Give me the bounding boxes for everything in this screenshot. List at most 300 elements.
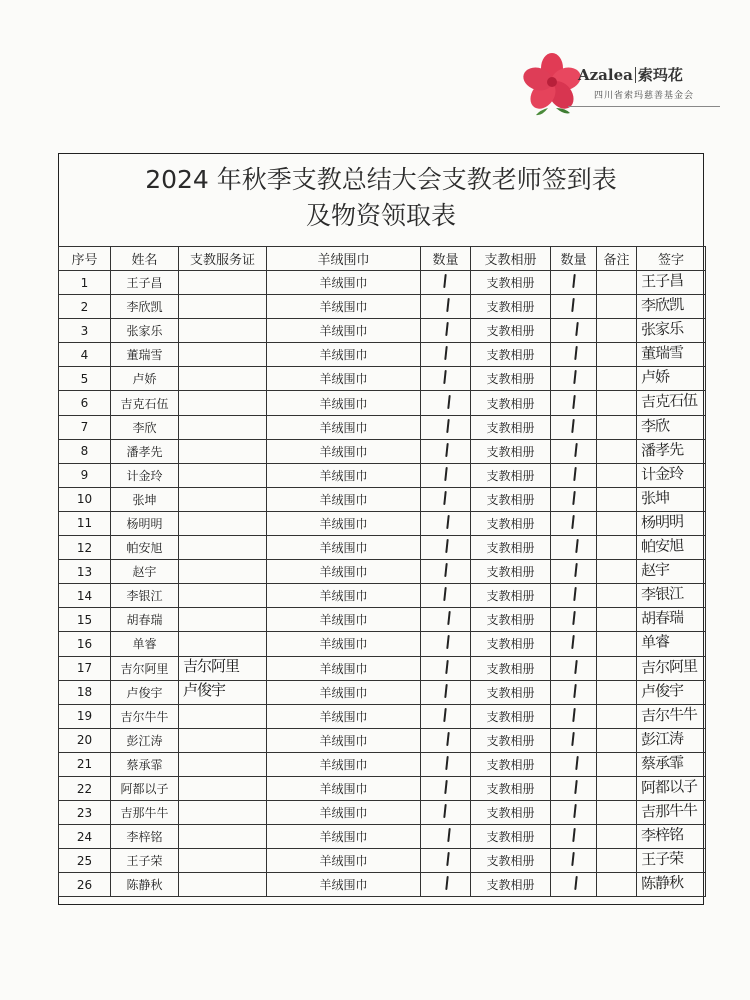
row-qty-2 bbox=[551, 776, 597, 800]
row-service-cert bbox=[179, 511, 267, 535]
table-row bbox=[59, 439, 706, 463]
row-qty-2 bbox=[551, 873, 597, 897]
row-qty-2 bbox=[551, 319, 597, 343]
row-signature bbox=[637, 415, 706, 439]
row-name: 王子昌 bbox=[111, 271, 179, 295]
row-service-cert bbox=[179, 728, 267, 752]
row-no: 6 bbox=[59, 391, 111, 415]
row-signature bbox=[637, 680, 706, 704]
table-row bbox=[59, 536, 706, 560]
row-name: 蔡承霏 bbox=[111, 752, 179, 776]
row-note bbox=[597, 511, 637, 535]
table-row bbox=[59, 511, 706, 535]
quantity-tally-mark bbox=[572, 274, 575, 288]
sign-in-table bbox=[58, 246, 706, 897]
row-album: 支教相册 bbox=[471, 776, 551, 800]
row-scarf: 羊绒围巾 bbox=[267, 680, 421, 704]
row-service-cert bbox=[179, 463, 267, 487]
row-album: 支教相册 bbox=[471, 271, 551, 295]
row-name: 张坤 bbox=[111, 487, 179, 511]
row-no: 24 bbox=[59, 825, 111, 849]
row-note bbox=[597, 656, 637, 680]
table-row bbox=[59, 319, 706, 343]
row-note bbox=[597, 439, 637, 463]
quantity-tally-mark bbox=[446, 419, 449, 433]
handwritten-signature: 吉克石伍 bbox=[640, 391, 698, 412]
quantity-tally-mark bbox=[443, 804, 446, 818]
quantity-tally-mark bbox=[572, 491, 575, 505]
row-no: 3 bbox=[59, 319, 111, 343]
row-service-cert bbox=[179, 632, 267, 656]
table-row bbox=[59, 391, 706, 415]
table-header-row bbox=[59, 247, 706, 271]
row-note bbox=[597, 632, 637, 656]
row-signature bbox=[637, 319, 706, 343]
quantity-tally-mark bbox=[575, 322, 578, 336]
row-qty-1 bbox=[421, 656, 471, 680]
row-service-cert bbox=[179, 801, 267, 825]
header-qty-1: 数量 bbox=[421, 247, 471, 271]
quantity-tally-mark bbox=[574, 346, 577, 360]
row-note bbox=[597, 825, 637, 849]
row-signature bbox=[637, 391, 706, 415]
handwritten-signature: 卢娇 bbox=[640, 367, 670, 387]
quantity-tally-mark bbox=[574, 780, 577, 794]
table-row bbox=[59, 487, 706, 511]
row-qty-2 bbox=[551, 367, 597, 391]
quantity-tally-mark bbox=[443, 491, 446, 505]
quantity-tally-mark bbox=[571, 298, 574, 312]
row-service-cert bbox=[179, 584, 267, 608]
row-no: 26 bbox=[59, 873, 111, 897]
quantity-tally-mark bbox=[447, 611, 450, 625]
quantity-tally-mark bbox=[444, 346, 447, 360]
row-signature bbox=[637, 439, 706, 463]
row-signature bbox=[637, 608, 706, 632]
row-scarf: 羊绒围巾 bbox=[267, 319, 421, 343]
row-name: 陈静秋 bbox=[111, 873, 179, 897]
row-signature bbox=[637, 752, 706, 776]
row-note bbox=[597, 295, 637, 319]
row-qty-2 bbox=[551, 463, 597, 487]
row-no: 14 bbox=[59, 584, 111, 608]
header-signature: 签字 bbox=[637, 247, 706, 271]
quantity-tally-mark bbox=[445, 443, 448, 457]
quantity-tally-mark bbox=[445, 539, 448, 553]
row-signature bbox=[637, 560, 706, 584]
quantity-tally-mark bbox=[443, 274, 446, 288]
row-scarf: 羊绒围巾 bbox=[267, 873, 421, 897]
row-signature bbox=[637, 728, 706, 752]
quantity-tally-mark bbox=[574, 876, 577, 890]
row-service-cert bbox=[179, 439, 267, 463]
row-note bbox=[597, 391, 637, 415]
row-note bbox=[597, 560, 637, 584]
row-scarf: 羊绒围巾 bbox=[267, 752, 421, 776]
header-qty-2: 数量 bbox=[551, 247, 597, 271]
table-row bbox=[59, 367, 706, 391]
handwritten-signature: 吉尔阿里 bbox=[640, 656, 698, 677]
page-title bbox=[59, 162, 703, 234]
row-service-cert bbox=[179, 415, 267, 439]
handwritten-signature: 吉尔牛牛 bbox=[640, 704, 698, 725]
quantity-tally-mark bbox=[444, 780, 447, 794]
row-scarf: 羊绒围巾 bbox=[267, 632, 421, 656]
row-note bbox=[597, 463, 637, 487]
row-scarf: 羊绒围巾 bbox=[267, 608, 421, 632]
quantity-tally-mark bbox=[447, 828, 450, 842]
handwritten-signature: 陈静秋 bbox=[640, 873, 684, 894]
table-row bbox=[59, 752, 706, 776]
header-note: 备注 bbox=[597, 247, 637, 271]
row-qty-1 bbox=[421, 391, 471, 415]
table-row bbox=[59, 463, 706, 487]
header-no: 序号 bbox=[59, 247, 111, 271]
quantity-tally-mark bbox=[574, 660, 577, 674]
row-name: 吉那牛牛 bbox=[111, 801, 179, 825]
row-qty-1 bbox=[421, 776, 471, 800]
title-line-1: 2024 年秋季支教总结大会支教老师签到表 bbox=[145, 165, 617, 194]
row-qty-2 bbox=[551, 752, 597, 776]
row-qty-1 bbox=[421, 632, 471, 656]
quantity-tally-mark bbox=[572, 611, 575, 625]
quantity-tally-mark bbox=[571, 419, 574, 433]
row-scarf: 羊绒围巾 bbox=[267, 343, 421, 367]
row-qty-2 bbox=[551, 511, 597, 535]
row-qty-1 bbox=[421, 680, 471, 704]
row-name: 王子荣 bbox=[111, 849, 179, 873]
table-row bbox=[59, 776, 706, 800]
quantity-tally-mark bbox=[573, 370, 576, 384]
row-scarf: 羊绒围巾 bbox=[267, 415, 421, 439]
row-no: 10 bbox=[59, 487, 111, 511]
row-signature bbox=[637, 367, 706, 391]
row-qty-1 bbox=[421, 343, 471, 367]
row-note bbox=[597, 776, 637, 800]
row-qty-1 bbox=[421, 560, 471, 584]
table-row bbox=[59, 801, 706, 825]
row-scarf: 羊绒围巾 bbox=[267, 295, 421, 319]
row-signature bbox=[637, 873, 706, 897]
row-scarf: 羊绒围巾 bbox=[267, 849, 421, 873]
row-signature bbox=[637, 704, 706, 728]
row-service-cert bbox=[179, 295, 267, 319]
row-scarf: 羊绒围巾 bbox=[267, 439, 421, 463]
handwritten-signature: 王子昌 bbox=[640, 271, 684, 291]
row-note bbox=[597, 849, 637, 873]
row-album: 支教相册 bbox=[471, 680, 551, 704]
row-qty-1 bbox=[421, 415, 471, 439]
row-qty-1 bbox=[421, 752, 471, 776]
handwritten-signature: 李欣 bbox=[640, 416, 670, 436]
row-note bbox=[597, 343, 637, 367]
row-qty-2 bbox=[551, 656, 597, 680]
row-scarf: 羊绒围巾 bbox=[267, 271, 421, 295]
table-row bbox=[59, 415, 706, 439]
row-album: 支教相册 bbox=[471, 849, 551, 873]
quantity-tally-mark bbox=[573, 587, 576, 601]
quantity-tally-mark bbox=[571, 732, 574, 746]
table-row bbox=[59, 560, 706, 584]
row-no: 2 bbox=[59, 295, 111, 319]
row-name: 张家乐 bbox=[111, 319, 179, 343]
row-name: 计金玲 bbox=[111, 463, 179, 487]
row-qty-1 bbox=[421, 608, 471, 632]
quantity-tally-mark bbox=[443, 708, 446, 722]
row-scarf: 羊绒围巾 bbox=[267, 825, 421, 849]
row-qty-1 bbox=[421, 295, 471, 319]
row-no: 17 bbox=[59, 656, 111, 680]
row-no: 5 bbox=[59, 367, 111, 391]
sign-in-sheet bbox=[58, 153, 704, 905]
row-scarf: 羊绒围巾 bbox=[267, 391, 421, 415]
row-note bbox=[597, 367, 637, 391]
row-qty-1 bbox=[421, 584, 471, 608]
row-album: 支教相册 bbox=[471, 801, 551, 825]
row-no: 12 bbox=[59, 536, 111, 560]
row-scarf: 羊绒围巾 bbox=[267, 367, 421, 391]
row-service-cert bbox=[179, 319, 267, 343]
row-scarf: 羊绒围巾 bbox=[267, 463, 421, 487]
row-qty-2 bbox=[551, 825, 597, 849]
quantity-tally-mark bbox=[446, 732, 449, 746]
row-album: 支教相册 bbox=[471, 825, 551, 849]
row-service-cert bbox=[179, 680, 267, 704]
row-no: 4 bbox=[59, 343, 111, 367]
row-qty-2 bbox=[551, 584, 597, 608]
row-qty-2 bbox=[551, 560, 597, 584]
row-signature bbox=[637, 487, 706, 511]
row-qty-1 bbox=[421, 271, 471, 295]
row-album: 支教相册 bbox=[471, 415, 551, 439]
table-row bbox=[59, 873, 706, 897]
quantity-tally-mark bbox=[447, 395, 450, 409]
handwritten-signature: 李欣凯 bbox=[640, 295, 684, 315]
logo-org-name: 四川省索玛慈善基金会 bbox=[568, 88, 720, 107]
quantity-tally-mark bbox=[571, 515, 574, 529]
row-qty-2 bbox=[551, 271, 597, 295]
quantity-tally-mark bbox=[573, 467, 576, 481]
row-signature bbox=[637, 656, 706, 680]
row-no: 23 bbox=[59, 801, 111, 825]
row-album: 支教相册 bbox=[471, 752, 551, 776]
row-signature bbox=[637, 801, 706, 825]
quantity-tally-mark bbox=[445, 756, 448, 770]
row-album: 支教相册 bbox=[471, 511, 551, 535]
row-note bbox=[597, 319, 637, 343]
row-no: 25 bbox=[59, 849, 111, 873]
handwritten-signature: 赵宇 bbox=[640, 560, 670, 580]
row-note bbox=[597, 608, 637, 632]
row-signature bbox=[637, 343, 706, 367]
table-row bbox=[59, 584, 706, 608]
row-service-cert bbox=[179, 391, 267, 415]
row-qty-2 bbox=[551, 728, 597, 752]
handwritten-signature: 李银江 bbox=[640, 584, 684, 604]
row-album: 支教相册 bbox=[471, 367, 551, 391]
handwritten-signature: 胡春瑞 bbox=[640, 608, 684, 629]
row-name: 李梓铭 bbox=[111, 825, 179, 849]
row-service-cert bbox=[179, 343, 267, 367]
quantity-tally-mark bbox=[572, 708, 575, 722]
row-name: 帕安旭 bbox=[111, 536, 179, 560]
row-note bbox=[597, 536, 637, 560]
row-qty-2 bbox=[551, 632, 597, 656]
row-album: 支教相册 bbox=[471, 873, 551, 897]
quantity-tally-mark bbox=[443, 370, 446, 384]
handwritten-signature: 单睿 bbox=[640, 632, 670, 652]
table-row bbox=[59, 849, 706, 873]
row-no: 11 bbox=[59, 511, 111, 535]
handwritten-signature: 张坤 bbox=[640, 488, 670, 508]
table-row bbox=[59, 295, 706, 319]
quantity-tally-mark bbox=[573, 804, 576, 818]
row-note bbox=[597, 680, 637, 704]
header-scarf: 羊绒围巾 bbox=[267, 247, 421, 271]
row-qty-1 bbox=[421, 511, 471, 535]
table-row bbox=[59, 632, 706, 656]
row-album: 支教相册 bbox=[471, 295, 551, 319]
table-row bbox=[59, 704, 706, 728]
row-note bbox=[597, 415, 637, 439]
handwritten-signature: 帕安旭 bbox=[640, 536, 684, 556]
handwritten-signature: 王子荣 bbox=[640, 849, 684, 869]
row-service-cert bbox=[179, 704, 267, 728]
row-album: 支教相册 bbox=[471, 584, 551, 608]
quantity-tally-mark bbox=[446, 515, 449, 529]
handwritten-signature: 杨明明 bbox=[640, 512, 684, 532]
row-scarf: 羊绒围巾 bbox=[267, 536, 421, 560]
row-signature bbox=[637, 463, 706, 487]
row-qty-1 bbox=[421, 704, 471, 728]
row-qty-2 bbox=[551, 849, 597, 873]
row-no: 16 bbox=[59, 632, 111, 656]
row-name: 吉克石伍 bbox=[111, 391, 179, 415]
row-no: 18 bbox=[59, 680, 111, 704]
handwritten-signature: 阿都以子 bbox=[640, 776, 698, 797]
row-no: 9 bbox=[59, 463, 111, 487]
foundation-logo bbox=[520, 52, 732, 118]
handwritten-signature: 潘孝先 bbox=[640, 439, 684, 460]
row-name: 李欣 bbox=[111, 415, 179, 439]
handwritten-cert-signature: 吉尔阿里 bbox=[183, 656, 240, 675]
row-qty-2 bbox=[551, 487, 597, 511]
quantity-tally-mark bbox=[445, 876, 448, 890]
row-qty-1 bbox=[421, 463, 471, 487]
row-name: 胡春瑞 bbox=[111, 608, 179, 632]
quantity-tally-mark bbox=[443, 587, 446, 601]
row-note bbox=[597, 487, 637, 511]
handwritten-signature: 蔡承霏 bbox=[640, 753, 684, 773]
row-scarf: 羊绒围巾 bbox=[267, 704, 421, 728]
row-signature bbox=[637, 632, 706, 656]
row-signature bbox=[637, 271, 706, 295]
row-name: 吉尔阿里 bbox=[111, 656, 179, 680]
row-no: 20 bbox=[59, 728, 111, 752]
row-service-cert bbox=[179, 776, 267, 800]
row-album: 支教相册 bbox=[471, 728, 551, 752]
quantity-tally-mark bbox=[446, 298, 449, 312]
row-album: 支教相册 bbox=[471, 319, 551, 343]
row-name: 李银江 bbox=[111, 584, 179, 608]
row-service-cert bbox=[179, 536, 267, 560]
quantity-tally-mark bbox=[575, 756, 578, 770]
row-qty-1 bbox=[421, 873, 471, 897]
quantity-tally-mark bbox=[445, 660, 448, 674]
row-qty-1 bbox=[421, 439, 471, 463]
title-line-2: 及物资领取表 bbox=[305, 201, 456, 230]
row-name: 卢俊宇 bbox=[111, 680, 179, 704]
row-name: 赵宇 bbox=[111, 560, 179, 584]
row-name: 李欣凯 bbox=[111, 295, 179, 319]
row-no: 15 bbox=[59, 608, 111, 632]
quantity-tally-mark bbox=[444, 467, 447, 481]
row-album: 支教相册 bbox=[471, 704, 551, 728]
header-name: 姓名 bbox=[111, 247, 179, 271]
row-qty-2 bbox=[551, 608, 597, 632]
quantity-tally-mark bbox=[573, 684, 576, 698]
row-qty-1 bbox=[421, 487, 471, 511]
table-row bbox=[59, 608, 706, 632]
quantity-tally-mark bbox=[575, 539, 578, 553]
handwritten-signature: 计金玲 bbox=[640, 464, 684, 484]
handwritten-signature: 张家乐 bbox=[640, 319, 684, 339]
quantity-tally-mark bbox=[444, 684, 447, 698]
row-service-cert bbox=[179, 560, 267, 584]
row-name: 彭江涛 bbox=[111, 728, 179, 752]
row-scarf: 羊绒围巾 bbox=[267, 776, 421, 800]
row-album: 支教相册 bbox=[471, 343, 551, 367]
row-scarf: 羊绒围巾 bbox=[267, 560, 421, 584]
row-no: 21 bbox=[59, 752, 111, 776]
handwritten-cert-signature: 卢俊宇 bbox=[183, 680, 226, 699]
row-name: 阿都以子 bbox=[111, 776, 179, 800]
row-album: 支教相册 bbox=[471, 439, 551, 463]
row-no: 1 bbox=[59, 271, 111, 295]
table-row bbox=[59, 271, 706, 295]
row-album: 支教相册 bbox=[471, 487, 551, 511]
header-service-cert: 支教服务证 bbox=[179, 247, 267, 271]
row-no: 22 bbox=[59, 776, 111, 800]
row-note bbox=[597, 271, 637, 295]
row-service-cert bbox=[179, 825, 267, 849]
row-signature bbox=[637, 536, 706, 560]
row-signature bbox=[637, 295, 706, 319]
row-scarf: 羊绒围巾 bbox=[267, 728, 421, 752]
row-album: 支教相册 bbox=[471, 632, 551, 656]
quantity-tally-mark bbox=[574, 443, 577, 457]
handwritten-signature: 卢俊宇 bbox=[640, 680, 684, 701]
handwritten-signature: 李梓铭 bbox=[640, 825, 684, 845]
row-note bbox=[597, 752, 637, 776]
row-name: 杨明明 bbox=[111, 511, 179, 535]
row-service-cert bbox=[179, 367, 267, 391]
row-note bbox=[597, 801, 637, 825]
row-service-cert bbox=[179, 608, 267, 632]
handwritten-signature: 董瑞雪 bbox=[640, 343, 684, 364]
row-album: 支教相册 bbox=[471, 391, 551, 415]
row-album: 支教相册 bbox=[471, 463, 551, 487]
row-qty-2 bbox=[551, 391, 597, 415]
row-no: 19 bbox=[59, 704, 111, 728]
row-note bbox=[597, 873, 637, 897]
row-signature bbox=[637, 511, 706, 535]
table-row bbox=[59, 343, 706, 367]
row-signature bbox=[637, 849, 706, 873]
handwritten-signature: 吉那牛牛 bbox=[640, 801, 698, 822]
row-note bbox=[597, 728, 637, 752]
header-album: 支教相册 bbox=[471, 247, 551, 271]
